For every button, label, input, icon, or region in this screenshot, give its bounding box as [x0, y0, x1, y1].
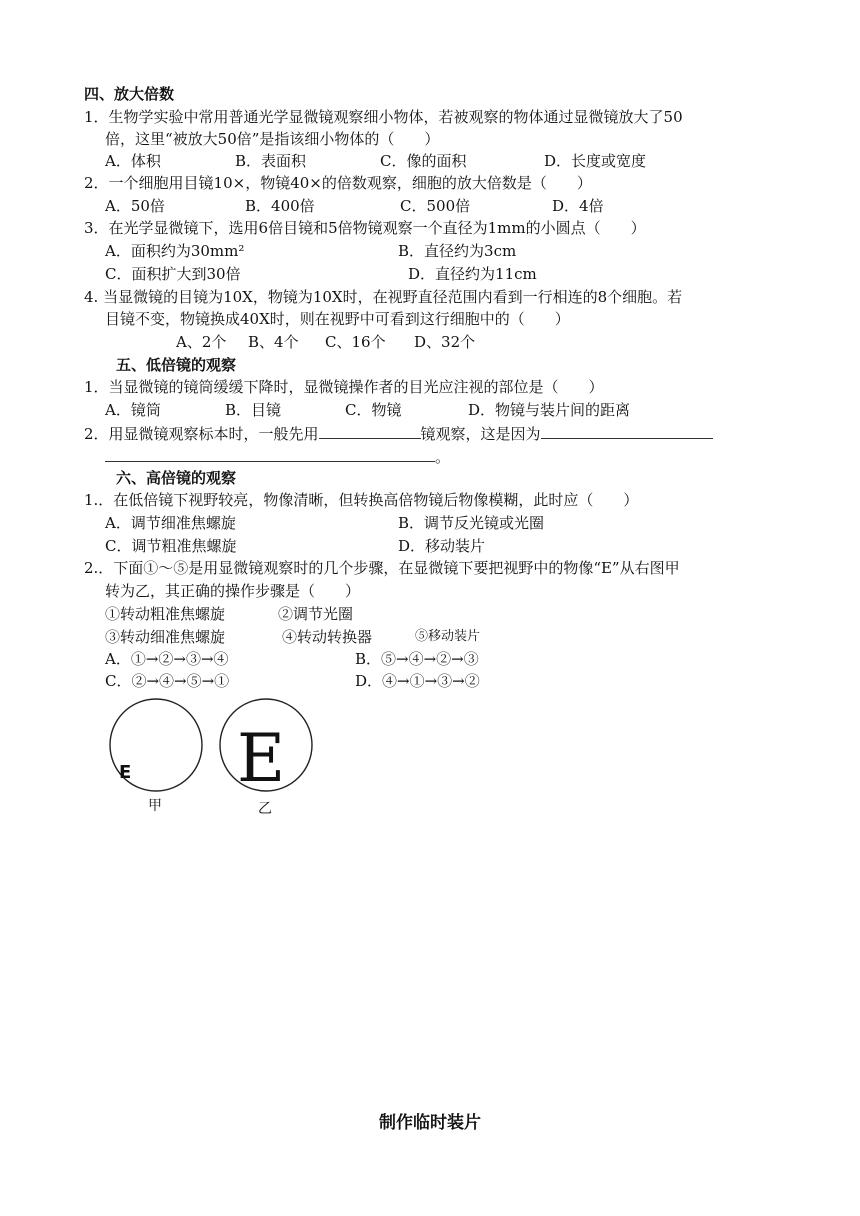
q4-2-option-c: C．500倍 — [400, 197, 471, 215]
q5-1-option-b: B．目镜 — [225, 401, 282, 419]
q4-1-option-b: B．表面积 — [235, 152, 307, 170]
q4-1-option-a: A．体积 — [105, 152, 161, 170]
q4-3-option-b: B．直径约为3cm — [398, 242, 517, 260]
q6-2-option-b: B．⑤→④→②→③ — [355, 650, 479, 668]
q6-2-step-3: ③转动细准焦螺旋 — [105, 628, 226, 646]
q5-1-option-a: A．镜筒 — [105, 401, 161, 419]
q4-4-option-b: B、4个 — [248, 333, 299, 351]
fields-of-view-drawing — [100, 697, 340, 793]
q4-3-option-d: D．直径约为11cm — [408, 265, 537, 283]
q4-2-stem: 2．一个细胞用目镜10×，物镜40×的倍数观察，细胞的放大倍数是（ ） — [84, 174, 592, 192]
section6-title: 六、高倍镜的观察 — [116, 469, 237, 487]
q4-2-option-b: B．400倍 — [245, 197, 315, 215]
right-field-caption: 乙 — [258, 801, 272, 817]
q5-2-line1 — [84, 423, 713, 444]
q6-2-stem-line2: 转为乙，其正确的操作步骤是（ ） — [105, 582, 361, 600]
answer-blank-2[interactable] — [541, 423, 713, 439]
q4-4-option-c: C、16个 — [325, 333, 386, 351]
q4-3-stem: 3．在光学显微镜下，选用6倍目镜和5倍物镜观察一个直径为1mm的小圆点（ ） — [84, 219, 646, 237]
section5-title: 五、低倍镜的观察 — [116, 356, 237, 374]
right-field-letter: E — [237, 720, 286, 793]
q5-2-part1: 2．用显微镜观察标本时，一般先用 — [84, 425, 319, 443]
q6-2-step-4: ④转动转换器 — [282, 628, 373, 646]
q6-1-option-c: C．调节粗准焦螺旋 — [105, 537, 237, 555]
q6-2-option-d: D．④→①→③→② — [355, 672, 480, 690]
q4-2-option-a: A．50倍 — [105, 197, 165, 215]
q6-2-step-2: ②调节光圈 — [278, 605, 354, 623]
q6-2-option-a: A．①→②→③→④ — [105, 650, 229, 668]
q6-1-stem: 1.．在低倍镜下视野较亮，物像清晰，但转换高倍物镜后物像模糊，此时应（ ） — [84, 491, 639, 509]
q5-1-stem: 1．当显微镜的镜筒缓缓下降时，显微镜操作者的目光应注视的部位是（ ） — [84, 378, 604, 396]
q6-1-option-d: D．移动装片 — [398, 537, 486, 555]
q4-2-option-d: D．4倍 — [552, 197, 604, 215]
q4-4-stem-line1: 4. 当显微镜的目镜为10X，物镜为10X时，在视野直径范围内看到一行相连的8个细胞。若 — [84, 288, 683, 306]
q4-1-stem-line2: 倍，这里“被放大50倍”是指该细小物体的（ ） — [105, 130, 440, 148]
next-section-title: 制作临时装片 — [379, 1113, 481, 1133]
q6-2-step-1: ①转动粗准焦螺旋 — [105, 605, 226, 623]
q6-1-option-b: B．调节反光镜或光圈 — [398, 514, 545, 532]
q4-4-option-a: A、2个 — [176, 333, 227, 351]
q6-2-step-5: ⑤移动装片 — [415, 629, 481, 644]
q4-1-stem-line1: 1．生物学实验中常用普通光学显微镜观察细小物体，若被观察的物体通过显微镜放大了50 — [84, 108, 683, 126]
q4-4-stem-line2: 目镜不变，物镜换成40X时，则在视野中可看到这行细胞中的（ ） — [105, 310, 570, 328]
q4-1-option-c: C．像的面积 — [380, 152, 467, 170]
answer-blank-1[interactable] — [319, 423, 421, 439]
q6-2-option-c: C．②→④→⑤→① — [105, 672, 230, 690]
answer-blank-3[interactable] — [105, 446, 435, 462]
q5-2-part2: 镜观察，这是因为 — [420, 425, 541, 443]
q5-1-option-c: C．物镜 — [345, 401, 402, 419]
q4-3-option-a: A．面积约为30mm² — [105, 242, 245, 260]
section4-title: 四、放大倍数 — [84, 85, 175, 103]
q6-1-option-a: A．调节细准焦螺旋 — [105, 514, 236, 532]
q4-3-option-c: C．面积扩大到30倍 — [105, 265, 241, 283]
q5-2-end: 。 — [435, 448, 451, 466]
left-field-letter: E — [119, 762, 132, 783]
q5-2-line2 — [105, 446, 450, 467]
q4-4-option-d: D、32个 — [414, 333, 476, 351]
q5-1-option-d: D．物镜与装片间的距离 — [468, 401, 631, 419]
q4-1-option-d: D．长度或宽度 — [544, 152, 647, 170]
q6-2-stem-line1: 2.．下面①～⑤是用显微镜观察时的几个步骤，在显微镜下要把视野中的物像“E”从右图甲 — [84, 559, 680, 577]
left-field-caption: 甲 — [148, 798, 162, 814]
